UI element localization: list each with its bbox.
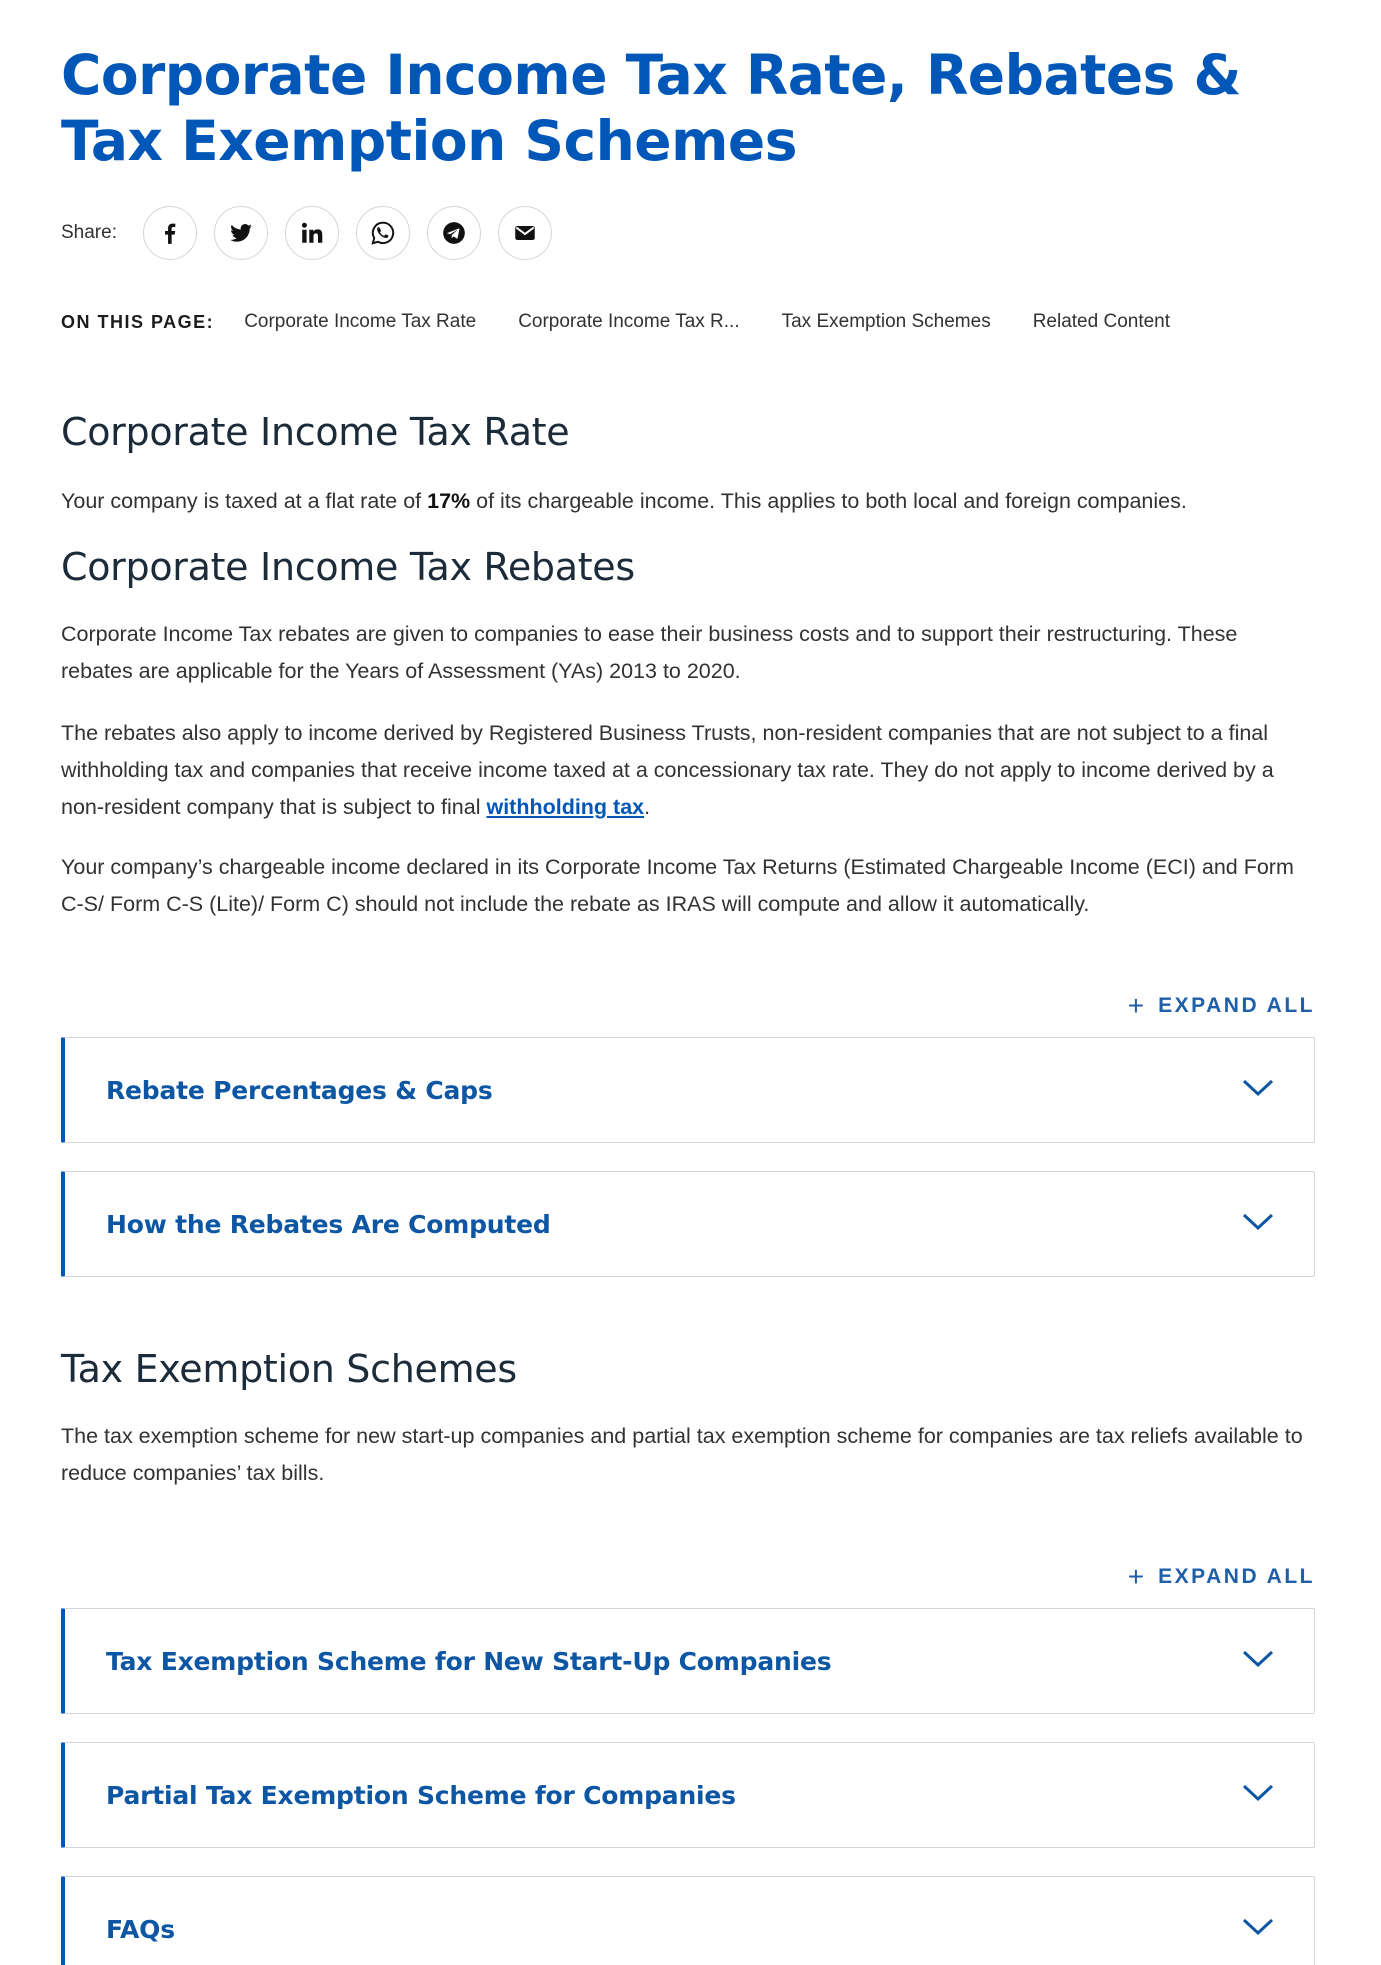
email-icon: [512, 220, 538, 246]
accordion-startup-exemption[interactable]: [61, 1608, 1315, 1714]
rate-value: 17%: [427, 489, 471, 513]
section-heading-rate: Corporate Income Tax Rate: [61, 410, 570, 454]
withholding-tax-link[interactable]: withholding tax: [486, 795, 645, 819]
otp-link-exemption[interactable]: Tax Exemption Schemes: [781, 311, 991, 332]
share-bar: [61, 205, 569, 261]
rebates-paragraph-3: Your company’s chargeable income declared in its Corporate Income Tax Returns (Estimated Chargeable Income (ECI) and Form C-S/ Form C-S (Lite)/ Form C) should not include the rebate as IRAS will compute and allow it automatically.: [61, 855, 1294, 916]
share-facebook-button[interactable]: [143, 206, 197, 260]
share-twitter-button[interactable]: [214, 206, 268, 260]
exemption-paragraph: The tax exemption scheme for new start-up companies and partial tax exemption scheme for companies are tax reliefs available to reduce companies’ tax bills.: [61, 1424, 1303, 1485]
share-email-button[interactable]: [498, 206, 552, 260]
expand-all-label: EXPAND ALL: [1158, 1565, 1315, 1588]
rate-text-after: of its chargeable income. This applies to both local and foreign companies.: [470, 489, 1187, 513]
otp-link-rate[interactable]: Corporate Income Tax Rate: [244, 311, 477, 332]
share-label: Share:: [61, 222, 117, 243]
accordion-title: Tax Exemption Scheme for New Start-Up Companies: [106, 1646, 832, 1676]
accordion-title: How the Rebates Are Computed: [106, 1209, 551, 1239]
plus-icon: +: [1127, 990, 1145, 1021]
expand-all-rebates-button[interactable]: [1128, 992, 1315, 1020]
accordion-partial-exemption[interactable]: [61, 1742, 1315, 1848]
section-heading-rebates: Corporate Income Tax Rebates: [61, 545, 635, 589]
rebates-p2-end: .: [644, 795, 651, 819]
facebook-icon: [157, 220, 183, 246]
accordion-title: Rebate Percentages & Caps: [106, 1075, 493, 1105]
otp-link-related[interactable]: Related Content: [1032, 311, 1171, 332]
linkedin-icon: [299, 220, 325, 246]
rate-paragraph: [61, 483, 1311, 520]
expand-all-label: EXPAND ALL: [1158, 994, 1315, 1017]
accordion-rebate-percentages[interactable]: [61, 1037, 1315, 1143]
whatsapp-icon: [370, 220, 396, 246]
rebates-paragraph-2: [61, 715, 1311, 826]
rebates-paragraph-1: Corporate Income Tax rebates are given to companies to ease their business costs and to support their restructuring. These rebates are applicable for the Years of Assessment (YAs) 2013 to 2020.: [61, 622, 1238, 683]
accordion-title: FAQs: [106, 1914, 175, 1944]
share-linkedin-button[interactable]: [285, 206, 339, 260]
telegram-icon: [441, 220, 467, 246]
twitter-icon: [228, 220, 254, 246]
on-this-page-label: ON THIS PAGE:: [61, 311, 215, 332]
accordion-title: Partial Tax Exemption Scheme for Companies: [106, 1780, 736, 1810]
section-heading-exemption: Tax Exemption Schemes: [61, 1347, 517, 1391]
otp-link-rebates[interactable]: Corporate Income Tax R...: [518, 311, 740, 332]
on-this-page-nav: [61, 311, 1212, 333]
accordion-faqs[interactable]: [61, 1876, 1315, 1965]
page-title: Corporate Income Tax Rate, Rebates & Tax Exemption Schemes: [61, 43, 1242, 173]
rate-text-before: Your company is taxed at a flat rate of: [61, 489, 428, 513]
chevron-down-icon: [1242, 1917, 1274, 1942]
rebates-p2-text: The rebates also apply to income derived by Registered Business Trusts, non-resident companies that are not subject to a final withholding tax and companies that receive income taxed at a concessionary tax rate. They do not apply to income derived by a non-resident company that is subject to final: [61, 721, 1274, 819]
chevron-down-icon: [1242, 1783, 1274, 1808]
share-whatsapp-button[interactable]: [356, 206, 410, 260]
chevron-down-icon: [1242, 1212, 1274, 1237]
plus-icon: +: [1127, 1561, 1145, 1592]
share-telegram-button[interactable]: [427, 206, 481, 260]
expand-all-exemption-button[interactable]: [1128, 1563, 1315, 1591]
chevron-down-icon: [1242, 1078, 1274, 1103]
accordion-rebates-computed[interactable]: [61, 1171, 1315, 1277]
chevron-down-icon: [1242, 1649, 1274, 1674]
